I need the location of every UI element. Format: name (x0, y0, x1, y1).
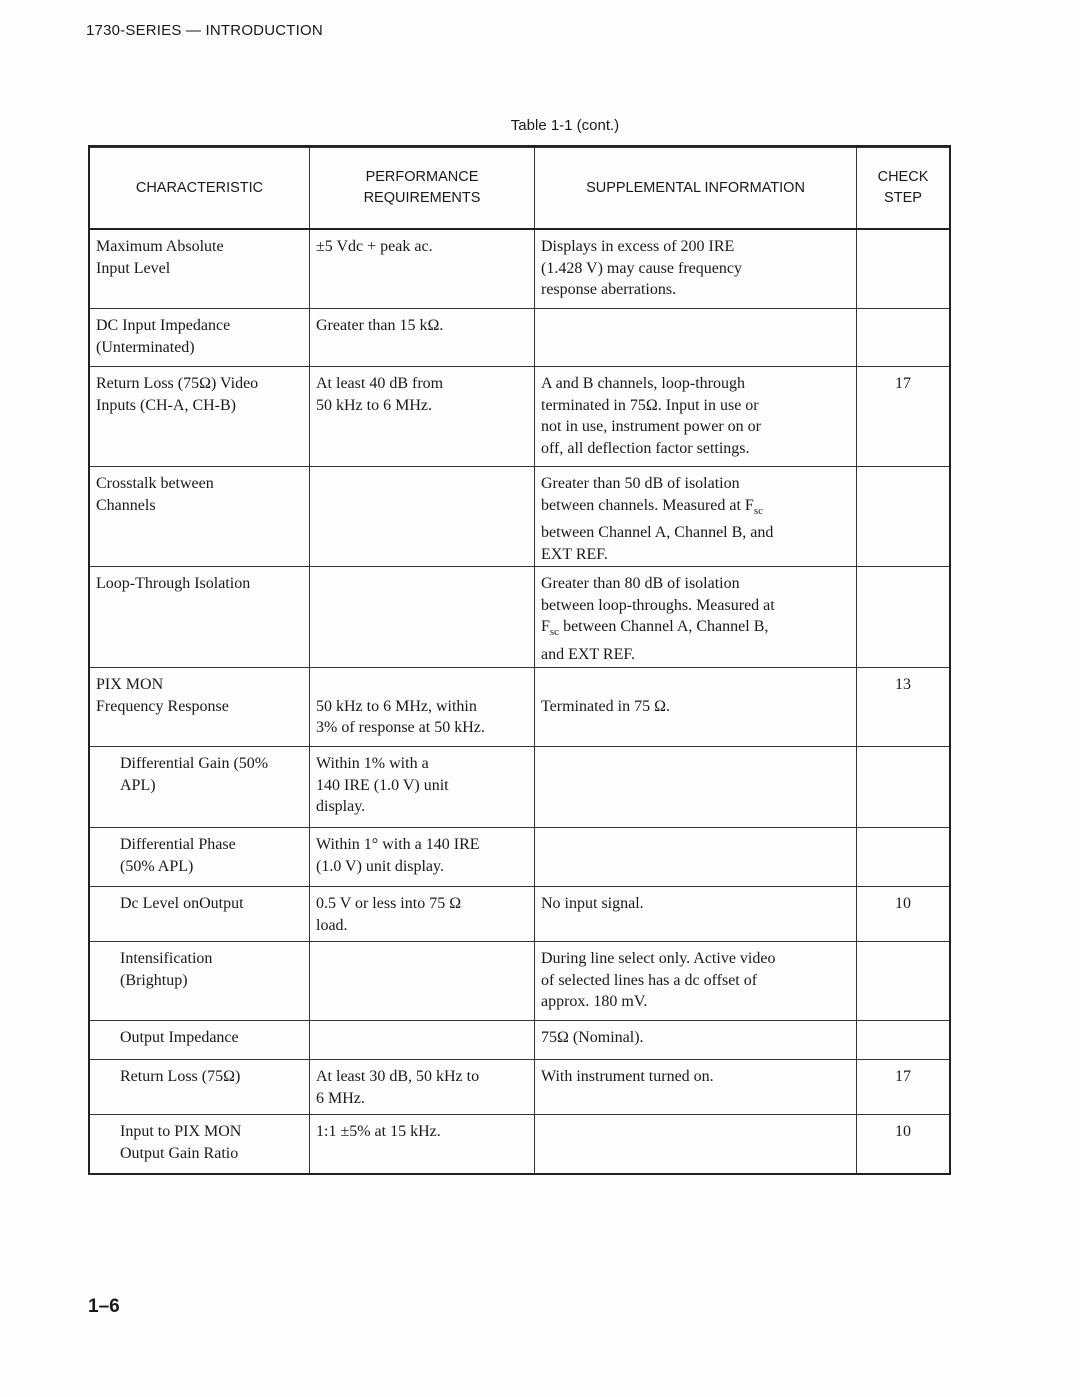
check-step-cell: 10 (856, 887, 949, 941)
performance-cell: 0.5 V or less into 75 Ω load. (309, 887, 534, 941)
subscript-text: sc (753, 504, 763, 517)
table-row (90, 886, 949, 941)
characteristic-cell: Output Impedance (120, 1029, 239, 1046)
supplemental-cell: During line select only. Active video of selected lines has a dc offset of approx. 180 mV. (534, 942, 856, 1020)
check-step-cell (856, 942, 949, 1020)
check-step-cell (856, 230, 949, 308)
check-step-cell (856, 747, 949, 827)
table-row (90, 667, 949, 746)
supplemental-cell: With instrument turned on. (534, 1060, 856, 1114)
supplemental-cell: No input signal. (534, 887, 856, 941)
check-step-cell (856, 828, 949, 886)
characteristic-cell: PIX MON Frequency Response (96, 676, 229, 715)
table-header-row (90, 147, 949, 228)
supplemental-cell: A and B channels, loop-through terminated in 75Ω. Input in use or not in use, instrument power on or off, all deflection factor settings. (534, 367, 856, 466)
characteristic-cell: Return Loss (75Ω) (120, 1068, 241, 1085)
characteristic-cell: DC Input Impedance (Unterminated) (96, 317, 231, 356)
supplemental-text: between Channel A, Channel B, and EXT REF. (541, 524, 774, 563)
supplemental-text: Greater than 50 dB of isolation between channels. Measured at F (541, 475, 754, 514)
characteristic-cell: Input to PIX MON Output Gain Ratio (120, 1123, 242, 1162)
check-step-cell (856, 567, 949, 667)
table-row (90, 308, 949, 366)
characteristic-cell: Crosstalk between Channels (96, 475, 214, 514)
characteristic-cell: Differential Phase (50% APL) (120, 836, 236, 875)
supplemental-cell (534, 828, 856, 886)
characteristic-cell: Differential Gain (50% APL) (120, 755, 269, 794)
supplemental-cell (534, 567, 856, 667)
performance-cell: Greater than 15 kΩ. (309, 309, 534, 366)
table-row (90, 827, 949, 886)
running-head: 1730-SERIES — INTRODUCTION (86, 22, 323, 39)
check-step-cell (856, 309, 949, 366)
supplemental-cell: Terminated in 75 Ω. (534, 668, 856, 746)
characteristic-cell: Maximum Absolute Input Level (96, 238, 224, 277)
specification-table (88, 145, 951, 1175)
table-row (90, 466, 949, 566)
supplemental-cell (534, 309, 856, 366)
subscript-text: sc (549, 626, 560, 639)
table-row (90, 228, 949, 308)
check-step-cell: 10 (856, 1115, 949, 1173)
check-step-cell: 17 (856, 1060, 949, 1114)
header-supplemental-information: SUPPLEMENTAL INFORMATION (534, 148, 856, 228)
performance-cell: At least 30 dB, 50 kHz to 6 MHz. (309, 1060, 534, 1114)
table-row (90, 1114, 949, 1173)
performance-cell: Within 1% with a 140 IRE (1.0 V) unit display. (309, 747, 534, 827)
supplemental-cell: Displays in excess of 200 IRE (1.428 V) may cause frequency response aberrations. (534, 230, 856, 308)
check-step-cell (856, 1021, 949, 1059)
performance-cell: At least 40 dB from 50 kHz to 6 MHz. (309, 367, 534, 466)
performance-cell: ±5 Vdc + peak ac. (309, 230, 534, 308)
supplemental-cell (534, 467, 856, 566)
characteristic-cell: Return Loss (75Ω) Video Inputs (CH-A, CH-B) (96, 375, 259, 414)
supplemental-text: Greater than 80 dB of isolation between loop-throughs. Measured at F (541, 575, 775, 635)
check-step-cell: 17 (856, 367, 949, 466)
table-row (90, 366, 949, 466)
table-row (90, 1059, 949, 1114)
characteristic-cell: Intensification (Brightup) (120, 950, 213, 989)
check-step-cell: 13 (856, 668, 949, 746)
header-check-step: CHECK STEP (856, 148, 949, 228)
performance-cell (309, 1021, 534, 1059)
supplemental-cell: 75Ω (Nominal). (534, 1021, 856, 1059)
table-row (90, 941, 949, 1020)
performance-cell (309, 467, 534, 566)
table-row (90, 566, 949, 667)
performance-cell: Within 1° with a 140 IRE (1.0 V) unit display. (309, 828, 534, 886)
supplemental-text: between Channel A, Channel B, and EXT REF. (541, 618, 769, 663)
performance-cell (309, 942, 534, 1020)
header-characteristic: CHARACTERISTIC (135, 179, 264, 196)
page-number: 1–6 (88, 1296, 120, 1317)
characteristic-cell: Loop-Through Isolation (96, 575, 251, 592)
supplemental-cell (534, 1115, 856, 1173)
table-row (90, 1020, 949, 1059)
performance-cell (309, 567, 534, 667)
performance-cell: 50 kHz to 6 MHz, within 3% of response at 50 kHz. (309, 668, 534, 746)
performance-cell: 1:1 ±5% at 15 kHz. (309, 1115, 534, 1173)
supplemental-cell (534, 747, 856, 827)
table-row (90, 746, 949, 827)
header-performance-requirements: PERFORMANCE REQUIREMENTS (309, 148, 534, 228)
check-step-cell (856, 467, 949, 566)
characteristic-cell: Dc Level onOutput (120, 895, 244, 912)
table-caption: Table 1-1 (cont.) (510, 117, 620, 134)
